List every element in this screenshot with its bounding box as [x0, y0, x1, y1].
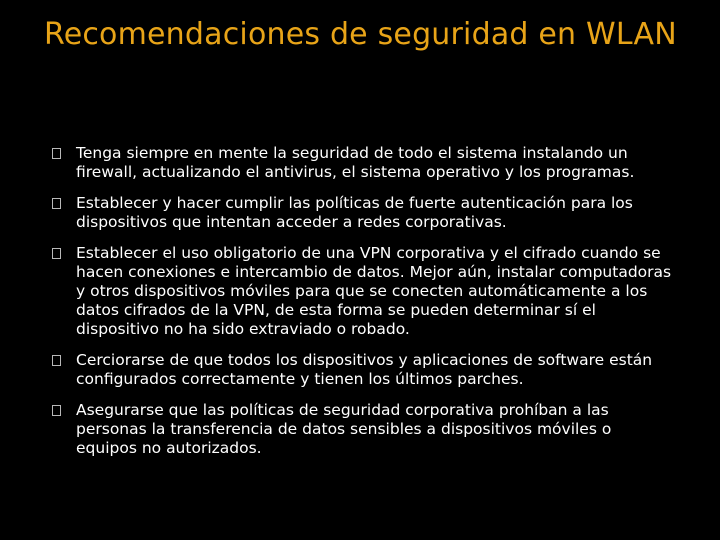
bullet-item: [52, 144, 672, 182]
bullet-item: [52, 401, 672, 458]
box-bullet-icon: [52, 248, 61, 259]
bullet-list: [52, 144, 672, 470]
bullet-item: [52, 194, 672, 232]
bullet-item: [52, 351, 672, 389]
bullet-text: Asegurarse que las políticas de seguridad corporativa prohíban a las personas la transferencia de datos sensibles a dispositivos móviles o equipos no autorizados.: [76, 401, 612, 457]
bullet-text: Establecer y hacer cumplir las políticas de fuerte autenticación para los dispositivos que intentan acceder a redes corporativas.: [76, 194, 633, 231]
bullet-text: Establecer el uso obligatorio de una VPN corporativa y el cifrado cuando se hacen conexiones e intercambio de datos. Mejor aún, instalar computadoras y otros dispositivos móviles para que se conecten automáticamente a los datos cifrados de la VPN, de esta forma se pueden determinar sí el dispositivo no ha sido extraviado o robado.: [76, 244, 672, 338]
box-bullet-icon: [52, 405, 61, 416]
box-bullet-icon: [52, 198, 61, 209]
slide-title: Recomendaciones de seguridad en WLAN: [44, 17, 677, 52]
bullet-item: [52, 244, 672, 339]
bullet-text: Tenga siempre en mente la seguridad de todo el sistema instalando un firewall, actualizando el antivirus, el sistema operativo y los programas.: [76, 144, 635, 181]
bullet-text: Cerciorarse de que todos los dispositivos y aplicaciones de software están configurados correctamente y tienen los últimos parches.: [76, 351, 653, 388]
box-bullet-icon: [52, 148, 61, 159]
box-bullet-icon: [52, 355, 61, 366]
